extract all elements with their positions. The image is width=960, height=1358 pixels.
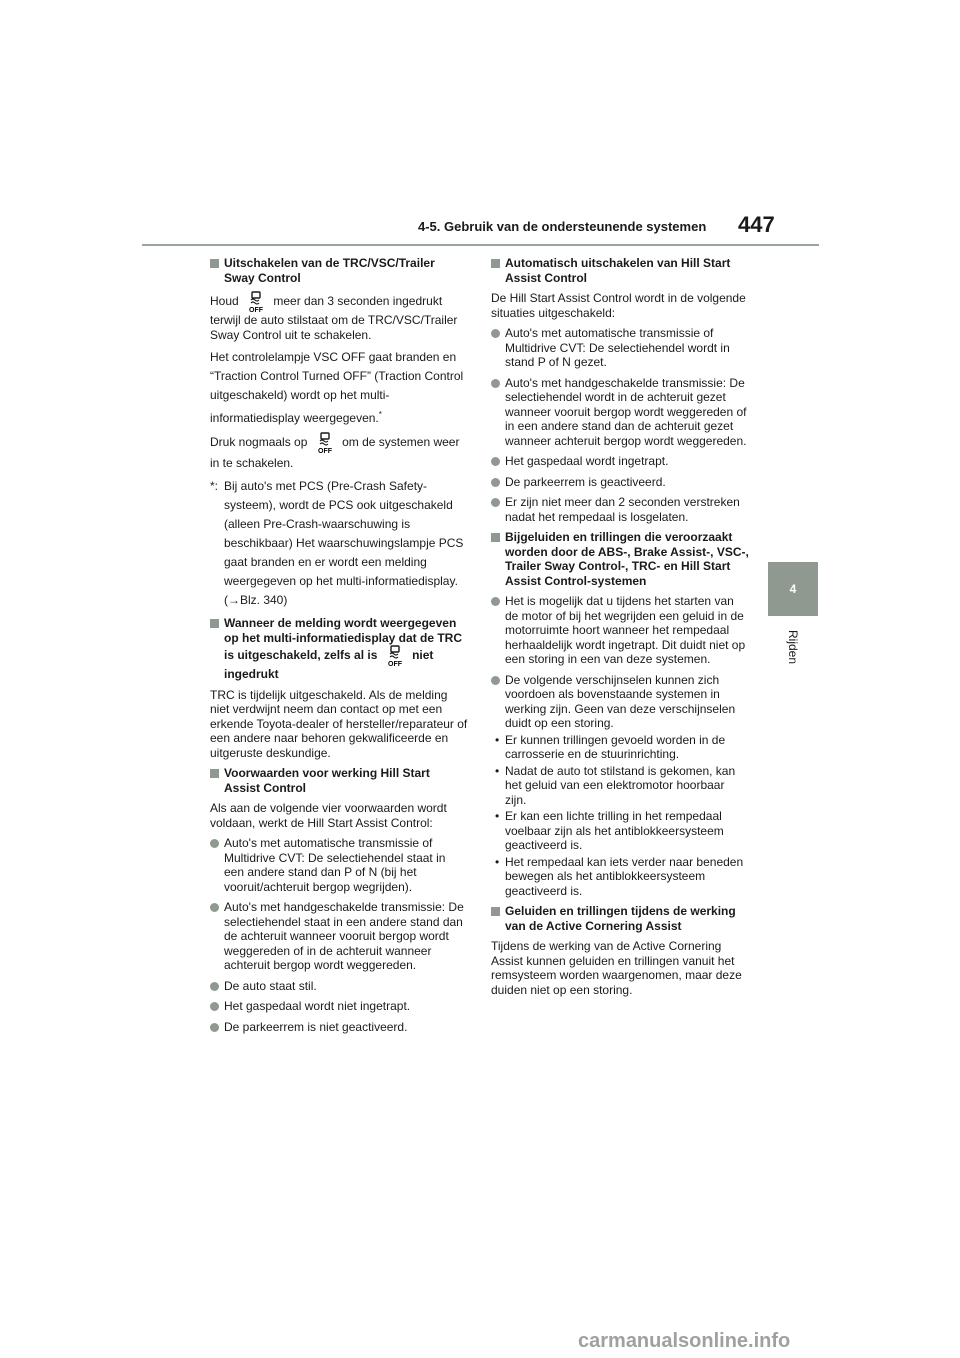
- svg-text:OFF: OFF: [317, 448, 332, 454]
- round-bullet-icon: [491, 498, 500, 507]
- paragraph: Druk nogmaals op OFF om de systemen weer in te schakelen.: [210, 432, 468, 473]
- chapter-label: Rijden: [786, 630, 800, 665]
- footnote: *: Bij auto's met PCS (Pre-Crash Safety-systeem), wordt de PCS ook uitgeschakeld (alleen Pre-Crash-waarschuwing is beschikbaar) Het waarschuwingslampje PCS gaat branden en er wordt een melding weergegeven op het multi-informatiedisplay. (→Blz. 340): [210, 479, 464, 607]
- round-bullet-icon: [210, 982, 219, 991]
- list-item: De volgende verschijnselen kunnen zich voordoen als bovenstaande systemen in werking zijn. Geen van deze verschijnselen duidt op een storing.: [491, 673, 749, 731]
- square-bullet-icon: [491, 259, 500, 268]
- heading-hill-start-conditions: Voorwaarden voor werking Hill Start Assist Control: [210, 766, 468, 795]
- list-item: Het is mogelijk dat u tijdens het starten van de motor of bij het wegrijden een geluid in de motorruimte hoort wanneer het rempedaal herhaaldelijk wordt ingetrapt. Dit duidt niet op een storing in een van deze systemen.: [491, 594, 749, 667]
- square-bullet-icon: [491, 907, 500, 916]
- sub-list-item: • Het rempedaal kan iets verder naar beneden bewegen als het antiblokkeersysteem geactiveerd is.: [495, 854, 744, 898]
- left-column: [210, 256, 468, 1040]
- sub-list-item: • Er kan een lichte trilling in het rempedaal voelbaar zijn als het antiblokkeersysteem geactiveerd is.: [495, 809, 724, 852]
- list-item: Het gaspedaal wordt ingetrapt.: [491, 454, 749, 469]
- heading-trc-message: Wanneer de melding wordt weergegeven op het multi-informatiedisplay dat de TRC is uitgeschakeld, zelfs al is OFF niet ingedrukt: [210, 616, 468, 682]
- vsc-off-icon: [385, 645, 405, 667]
- sub-list-item: • Er kunnen trillingen gevoeld worden in de carrosserie en de stuurinrichting.: [495, 732, 726, 761]
- sub-list-item: • Nadat de auto tot stilstand is gekomen, kan het geluid van een elektromotor hoorbaar zijn.: [495, 763, 736, 807]
- list-item: Het gaspedaal wordt niet ingetrapt.: [210, 999, 468, 1014]
- paragraph: TRC is tijdelijk uitgeschakeld. Als de melding niet verdwijnt neem dan contact op met een erkende Toyota-dealer of hersteller/reparateur of een andere naar behoren gekwalificeerde en uitgeruste deskundige.: [210, 687, 468, 760]
- paragraph: De Hill Start Assist Control wordt in de volgende situaties uitgeschakeld:: [491, 291, 746, 320]
- round-bullet-icon: [491, 379, 500, 388]
- square-bullet-icon: [210, 259, 219, 268]
- round-bullet-icon: [491, 457, 500, 466]
- square-bullet-icon: [210, 769, 219, 778]
- chapter-tab: 4: [768, 562, 818, 616]
- list-item: Auto's met handgeschakelde transmissie: De selectiehendel wordt in de achteruit gezet wanneer vooruit bergop wordt weggereden of in een andere stand dan de achteruit gezet wanneer achteruit bergop wordt weggereden.: [491, 376, 749, 449]
- paragraph: Tijdens de werking van de Active Cornering Assist kunnen geluiden en trillingen vanuit het remsysteem worden waargenomen, maar deze duiden niet op een storing.: [491, 939, 742, 997]
- right-column: [491, 256, 749, 1003]
- round-bullet-icon: [210, 903, 219, 912]
- list-item: Auto's met automatische transmissie of Multidrive CVT: De selectiehendel staat in een andere stand dan P of N (bij het vooruit/achteruit bergop wegrijden).: [210, 836, 468, 894]
- heading-trc-off: Uitschakelen van de TRC/VSC/Trailer Sway Control: [210, 256, 468, 285]
- round-bullet-icon: [491, 329, 500, 338]
- paragraph: Het controlelampje VSC OFF gaat branden en “Traction Control Turned OFF” (Traction Control uitgeschakeld) wordt op het multi-informatiedisplay weergegeven.*: [210, 350, 464, 425]
- round-bullet-icon: [491, 597, 500, 606]
- heading-active-cornering: Geluiden en trillingen tijdens de werking van de Active Cornering Assist: [491, 904, 749, 933]
- list-item: De auto staat stil.: [210, 979, 468, 994]
- vsc-off-icon: [315, 432, 335, 454]
- heading-noises-systems: Bijgeluiden en trillingen die veroorzaakt worden door de ABS-, Brake Assist-, VSC-, Trailer Sway Control-, TRC- en Hill Start Assist Control-systemen: [491, 530, 749, 588]
- round-bullet-icon: [491, 478, 500, 487]
- square-bullet-icon: [491, 533, 500, 542]
- round-bullet-icon: [210, 1023, 219, 1032]
- list-item: De parkeerrem is geactiveerd.: [491, 475, 749, 490]
- svg-text:OFF: OFF: [249, 307, 264, 313]
- list-item: Auto's met automatische transmissie of Multidrive CVT: De selectiehendel wordt in stand P of N gezet.: [491, 326, 749, 370]
- list-item: Auto's met handgeschakelde transmissie: De selectiehendel staat in een andere stand dan de achteruit wanneer vooruit bergop wordt weggereden of in de achteruit wanneer achteruit bergop wordt weggereden.: [210, 900, 468, 973]
- paragraph: Als aan de volgende vier voorwaarden wordt voldaan, werkt de Hill Start Assist Control:: [210, 801, 447, 830]
- vsc-off-icon: [246, 291, 266, 313]
- page-number: 447: [738, 212, 775, 237]
- round-bullet-icon: [491, 676, 500, 685]
- square-bullet-icon: [210, 619, 219, 628]
- list-item: Er zijn niet meer dan 2 seconden verstreken nadat het rempedaal is losgelaten.: [491, 495, 749, 524]
- watermark: carmanualsonline.info: [578, 1330, 791, 1352]
- round-bullet-icon: [210, 839, 219, 848]
- header-divider: [142, 244, 819, 246]
- paragraph: Houd OFF meer dan 3 seconden ingedrukt terwijl de auto stilstaat om de TRC/VSC/Trailer Sway Control uit te schakelen.: [210, 291, 468, 342]
- list-item: De parkeerrem is niet geactiveerd.: [210, 1020, 468, 1035]
- round-bullet-icon: [210, 1002, 219, 1011]
- heading-hill-start-off: Automatisch uitschakelen van Hill Start Assist Control: [491, 256, 749, 285]
- svg-text:OFF: OFF: [387, 661, 402, 667]
- section-title: 4-5. Gebruik van de ondersteunende systemen: [418, 219, 707, 234]
